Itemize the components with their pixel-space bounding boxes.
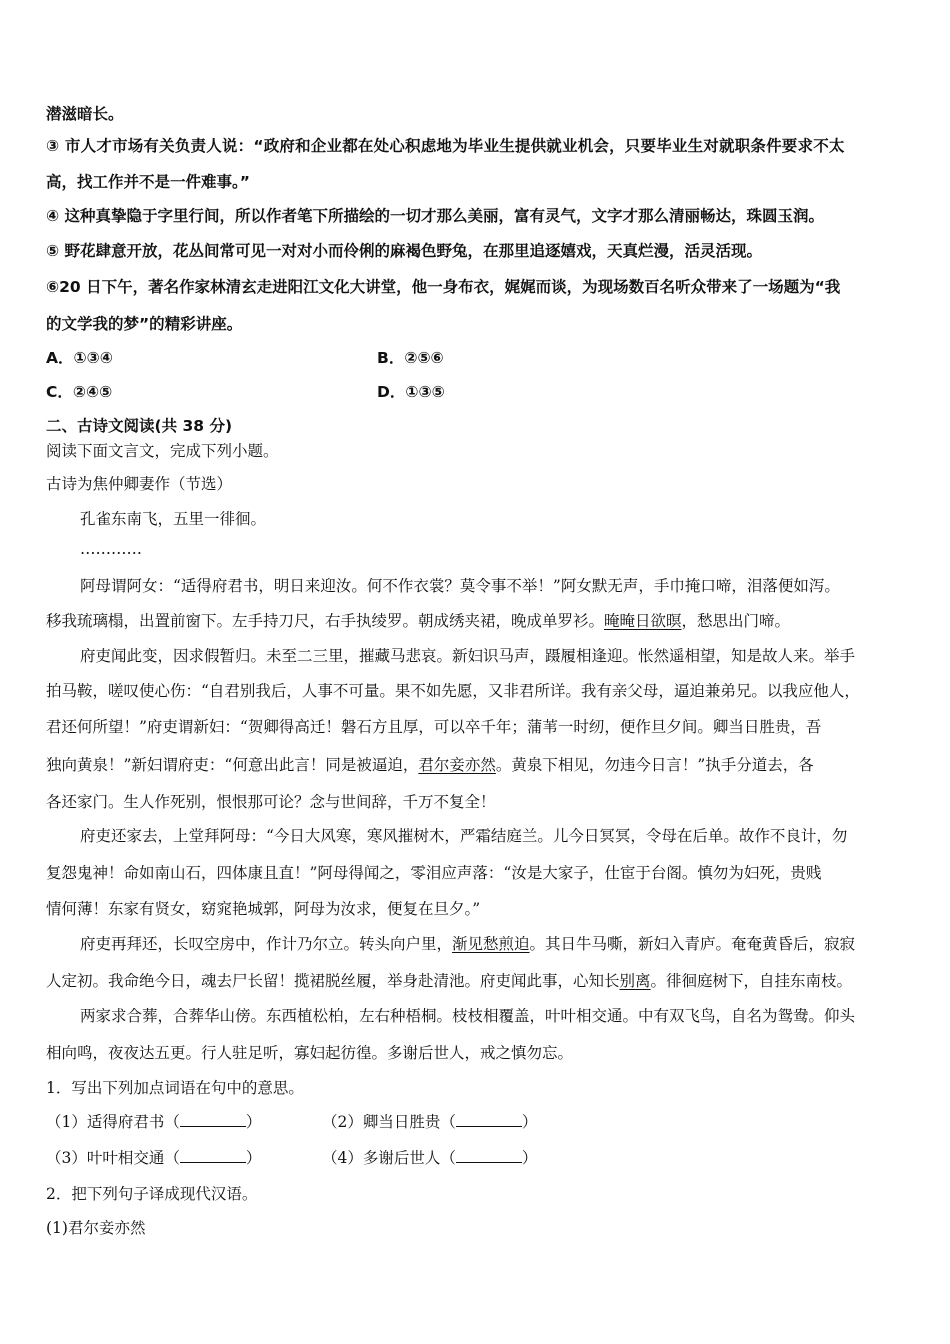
sentence-6-line2: 的文学我的梦”的精彩讲座。	[46, 315, 243, 333]
q1-item-4	[322, 1148, 537, 1168]
q2-item-1: (1)君尔妾亦然	[46, 1219, 146, 1237]
p4-line1	[80, 934, 855, 954]
question-1: 1．写出下列加点词语在句中的意思。	[46, 1079, 304, 1097]
section-instruction: 阅读下面文言文，完成下列小题。	[46, 442, 279, 460]
underlined-phrase-2: 君尔妾亦然	[418, 756, 496, 774]
sentence-6-line1: ⑥20 日下午，著名作家林清玄走进阳江文化大讲堂，他一身布衣，娓娓而谈，为现场数百名听众带来了一场题为“我	[46, 278, 841, 296]
answer-blank-3[interactable]	[180, 1148, 246, 1163]
p4-line2	[46, 971, 852, 991]
underlined-phrase-4: 别离	[619, 972, 651, 990]
section-heading: 二、古诗文阅读(共 38 分)	[46, 417, 233, 435]
answer-blank-2[interactable]	[456, 1112, 522, 1127]
q1-item-3-label: （3）叶叶相交通（	[46, 1149, 180, 1167]
p2-line4-b: 。黄泉下相见，勿违今日言！”执手分道去，各	[495, 756, 814, 774]
p4-line2-b: 。徘徊庭树下，自挂东南枝。	[650, 972, 853, 990]
p2-line1: 府吏闻此变，因求假暂归。未至二三里，摧藏马悲哀。新妇识马声，蹑履相逢迎。怅然遥相望，知是故人来。举手	[80, 647, 856, 665]
p4-line1-a: 府吏再拜还，长叹空房中，作计乃尔立。转头向户里，	[80, 935, 453, 953]
poem-title: 古诗为焦仲卿妻作（节选）	[46, 475, 233, 493]
p1-line2	[46, 611, 790, 631]
answer-blank-4[interactable]	[456, 1148, 522, 1163]
p3-line1: 府吏还家去，上堂拜阿母：“今日大风寒，寒风摧树木，严霜结庭兰。儿今日冥冥，令母在后单。故作不良计，勿	[80, 827, 848, 845]
q1-item-3-close: ）	[245, 1149, 262, 1167]
p3-line3: 情何薄！东家有贤女，窈窕艳城郭，阿母为汝求，便复在旦夕。”	[46, 900, 481, 918]
sentence-3-line2: 高，找工作并不是一件难事。”	[46, 173, 250, 191]
p2-line5: 各还家门。生人作死别，恨恨那可论？念与世间辞，千万不复全！	[46, 793, 496, 811]
p2-line4	[46, 755, 814, 775]
option-a[interactable]: A．①③④	[46, 349, 113, 367]
p5-line2: 相向鸣，夜夜达五更。行人驻足听，寡妇起彷徨。多谢后世人，戒之慎勿忘。	[46, 1044, 574, 1062]
p2-line2: 拍马鞍，嗟叹使心伤：“自君别我后，人事不可量。果不如先愿，又非君所详。我有亲父母，逼迫兼弟兄。以我应他人，	[46, 682, 860, 700]
underlined-phrase-1: 晻晻日欲暝	[604, 612, 682, 630]
p2-line3: 君还何所望！”府吏谓新妇：“贺卿得高迁！磐石方且厚，可以卒千年；蒲苇一时纫，便作旦夕间。卿当日胜贵，吾	[46, 718, 822, 736]
option-b[interactable]: B．②⑤⑥	[377, 349, 444, 367]
p5-line1: 两家求合葬，合葬华山傍。东西植松柏，左右种梧桐。枝枝相覆盖，叶叶相交通。中有双飞鸟，自名为鸳鸯。仰头	[80, 1007, 856, 1025]
q1-item-3	[46, 1148, 261, 1168]
p1-line2-a: 移我琉璃榻，出置前窗下。左手持刀尺，右手执绫罗。朝成绣夹裙，晚成单罗衫。	[46, 612, 605, 630]
sentence-4: ④ 这种真挚隐于字里行间，所以作者笔下所描绘的一切才那么美丽，富有灵气，文字才那么清丽畅达，珠圆玉润。	[46, 207, 825, 225]
poem-first-line: 孔雀东南飞，五里一徘徊。	[80, 510, 267, 528]
sentence-3-line1: ③ 市人才市场有关负责人说：“政府和企业都在处心积虑地为毕业生提供就业机会，只要毕业生对就职条件要求不太	[46, 137, 845, 155]
underlined-phrase-3: 渐见愁煎迫	[452, 935, 530, 953]
q1-item-1	[46, 1112, 261, 1132]
p2-line4-a: 独向黄泉！”新妇谓府吏：“何意出此言！同是被逼迫，	[46, 756, 419, 774]
p1-line2-b: ，愁思出门啼。	[681, 612, 791, 630]
p1-line1: 阿母谓阿女：“适得府君书，明日来迎汝。何不作衣裳？莫令事不举！”阿女默无声，手巾掩口啼，泪落便如泻。	[80, 577, 840, 595]
q1-item-1-close: ）	[245, 1113, 262, 1131]
option-d[interactable]: D．①③⑤	[377, 383, 445, 401]
answer-blank-1[interactable]	[180, 1112, 246, 1127]
p3-line2: 复怨鬼神！命如南山石，四体康且直！”阿母得闻之，零泪应声落：“汝是大家子，仕宦于台阁。慎勿为妇死，贵贱	[46, 864, 822, 882]
option-c[interactable]: C．②④⑤	[46, 383, 113, 401]
q1-item-2-close: ）	[521, 1113, 538, 1131]
q1-item-2-label: （2）卿当日胜贵（	[322, 1113, 456, 1131]
poem-ellipsis: …………	[80, 540, 142, 558]
q1-item-4-close: ）	[521, 1149, 538, 1167]
sentence-5: ⑤ 野花肆意开放，花丛间常可见一对对小而伶俐的麻褐色野兔，在那里追逐嬉戏，天真烂漫，活灵活现。	[46, 242, 763, 260]
p4-line2-a: 人定初。我命绝今日，魂去尸长留！揽裙脱丝履，举身赴清池。府吏闻此事，心知长	[46, 972, 620, 990]
q1-item-4-label: （4）多谢后世人（	[322, 1149, 456, 1167]
sentence-continuation: 潜滋暗长。	[46, 105, 124, 123]
question-2: 2．把下列句子译成现代汉语。	[46, 1185, 258, 1203]
p4-line1-b: 。其日牛马嘶，新妇入青庐。奄奄黄昏后，寂寂	[529, 935, 856, 953]
q1-item-2	[322, 1112, 537, 1132]
q1-item-1-label: （1）适得府君书（	[46, 1113, 180, 1131]
